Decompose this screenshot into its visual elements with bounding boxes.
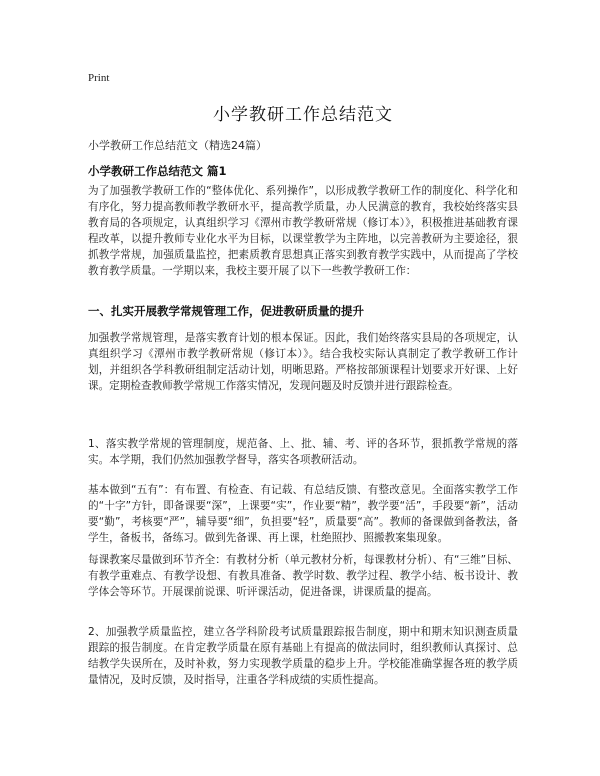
paragraph-lesson-plans: 每课教案尽量做到环节齐全：有教材分析（单元教材分析，每课教材分析）、有“三维”目标、有教学重难点、有教学设想、有教具准备、教学时数、教学过程、教学小结、板书设计、教学体会等环节。开展课前说课、听评课活动，促进备课，讲课质量的提高。 xyxy=(88,554,518,598)
paragraph-routine-system: 1、落实教学常规的管理制度，规范备、上、批、辅、考、评的各环节，狠抓教学常规的落实。本学期，我们仍然加强教学督导，落实各项教研活动。 xyxy=(88,438,518,466)
heading-teaching-routine: 一、扎实开展教学常规管理工作，促进教研质量的提升 xyxy=(88,304,364,318)
paragraph-five-haves: 基本做到“五有”：有布置、有检查、有记载、有总结反馈、有整改意见。全面落实教学工作的“十字”方针，即备课要“深”，上课要“实”，作业要“精”，教学要“活”，手段要“新”，活动要“勤”，考核要“严”，辅导要“细”，负担要“轻”，质量要“高”。教师的备课做到备教法，备学生，备板书，备练习。做到先备课、再上课，杜绝照抄、照搬教案集现象。 xyxy=(88,484,518,544)
page-title: 小学教研工作总结范文 xyxy=(213,105,393,125)
document-subtitle: 小学教研工作总结范文（精选24篇） xyxy=(88,139,267,152)
section-title: 小学教研工作总结范文 篇1 xyxy=(88,164,227,178)
paragraph-routine-management: 加强教学常规管理，是落实教育计划的根本保证。因此，我们始终落实县局的各项规定，认真组织学习《潭州市教学教研常规（修订本）》。结合我校实际认真制定了教学教研工作计划，并组织各学科教研组制定活动计划，明晰思路。严格按部颁课程计划要求开好课、上好课。定期检查教师教学常规工作落实情况，发现问题及时反馈并进行跟踪检查。 xyxy=(88,332,518,392)
paragraph-quality-monitoring: 2、加强教学质量监控，建立各学科阶段考试质量跟踪报告制度，期中和期末知识测查质量跟踪的报告制度。在肯定教学质量在原有基础上有提高的做法同时，组织教师认真探讨、总结教学失误所在，及时补救，努力实现教学质量的稳步上升。学校能准确掌握各班的教学质量情况，及时反馈，及时指导，注重各学科成绩的实质性提高。 xyxy=(88,626,518,686)
print-label[interactable]: Print xyxy=(88,72,110,84)
paragraph-intro: 为了加强教学教研工作的“整体优化、系列操作”，以形成教学教研工作的制度化、科学化和有序化，努力提高教师教学教研水平，提高教学质量，办人民满意的教育，我校始终落实县教育局的各项规定，认真组织学习《潭州市教学教研常规（修订本）》，积极推进基础教育课程改革，以提升教师专业化水平为目标，以课堂教学为主阵地，以完善教研为主要途径，狠抓教学常规，加强质量监控，把素质教育思想真正落实到教育教学实践中，从而提高了学校教育教学质量。一学期以来，我校主要开展了以下一些教学教研工作： xyxy=(88,185,518,277)
